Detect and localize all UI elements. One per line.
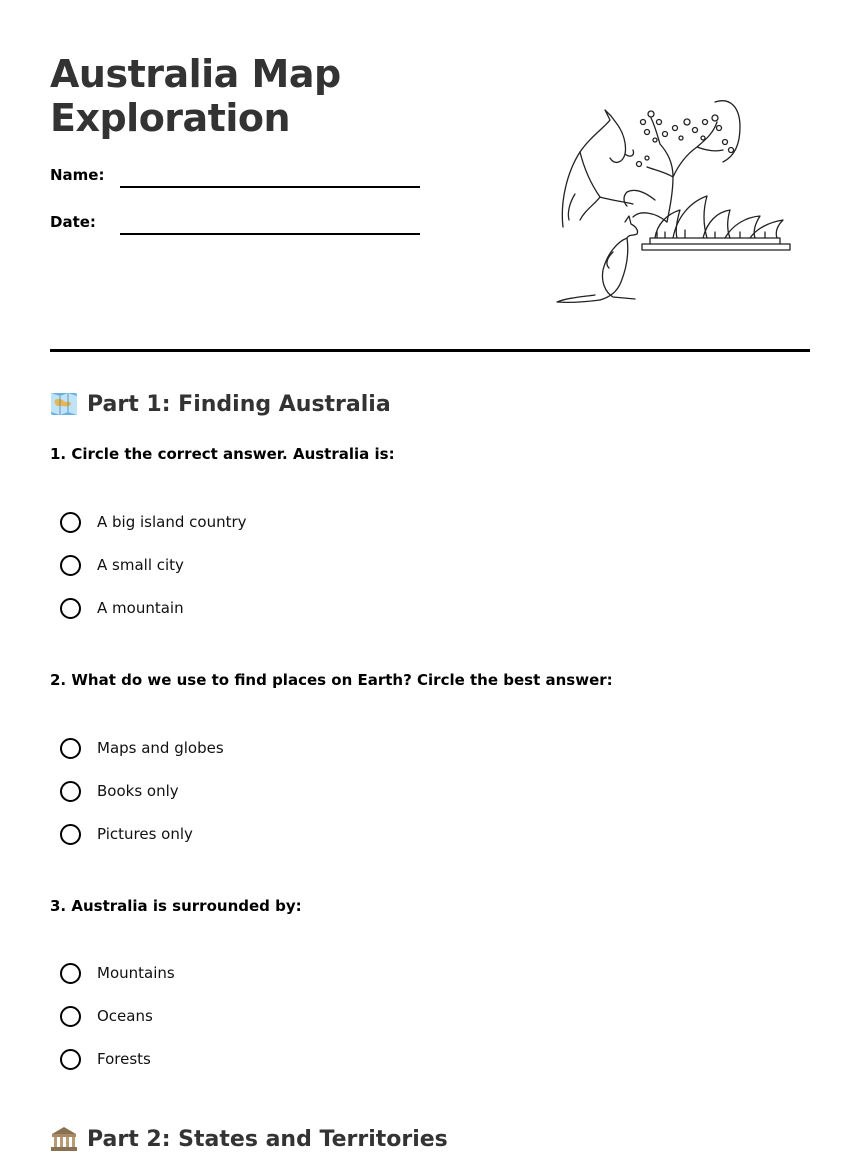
q2-option-1[interactable]	[60, 735, 224, 761]
name-underline[interactable]	[120, 186, 420, 188]
radio-circle[interactable]	[60, 1006, 81, 1027]
q1-option-1[interactable]	[60, 509, 247, 535]
radio-circle[interactable]	[60, 824, 81, 845]
date-underline[interactable]	[120, 233, 420, 235]
part1-title: Part 1: Finding Australia	[87, 391, 391, 417]
radio-circle[interactable]	[60, 963, 81, 984]
radio-circle[interactable]	[60, 1049, 81, 1070]
worksheet-title	[50, 52, 341, 140]
q3-option-1[interactable]	[60, 960, 175, 986]
radio-circle[interactable]	[60, 598, 81, 619]
part2-title: Part 2: States and Territories	[87, 1126, 448, 1152]
question-2: 2. What do we use to find places on Earth? Circle the best answer:	[50, 671, 613, 689]
opera-house-icon	[642, 196, 790, 250]
option-label: A big island country	[97, 513, 247, 531]
option-label: Pictures only	[97, 825, 193, 843]
q1-option-3[interactable]	[60, 595, 184, 621]
australia-illustration	[555, 92, 800, 307]
header-divider	[50, 349, 810, 352]
date-label: Date:	[50, 213, 96, 231]
q3-option-2[interactable]	[60, 1003, 153, 1029]
radio-circle[interactable]	[60, 738, 81, 759]
name-label: Name:	[50, 166, 105, 184]
title-line-1: Australia Map	[50, 52, 341, 96]
title-line-2: Exploration	[50, 96, 291, 140]
option-label: A mountain	[97, 599, 184, 617]
part1-heading	[50, 389, 391, 419]
q2-option-2[interactable]	[60, 778, 179, 804]
classical-building-icon	[50, 1126, 78, 1152]
part2-heading	[50, 1124, 448, 1154]
map-icon	[50, 391, 78, 417]
gum-tree-icon	[624, 101, 740, 222]
q2-option-3[interactable]	[60, 821, 193, 847]
date-field[interactable]	[50, 213, 420, 237]
radio-circle[interactable]	[60, 555, 81, 576]
question-3: 3. Australia is surrounded by:	[50, 897, 302, 915]
worksheet-page	[50, 0, 810, 1161]
kangaroo-upper-icon	[562, 110, 633, 227]
option-label: Oceans	[97, 1007, 153, 1025]
option-label: Maps and globes	[97, 739, 224, 757]
option-label: A small city	[97, 556, 184, 574]
option-label: Mountains	[97, 964, 175, 982]
radio-circle[interactable]	[60, 781, 81, 802]
option-label: Books only	[97, 782, 179, 800]
question-1: 1. Circle the correct answer. Australia is:	[50, 445, 395, 463]
name-field[interactable]	[50, 166, 420, 190]
radio-circle[interactable]	[60, 512, 81, 533]
q1-option-2[interactable]	[60, 552, 184, 578]
kangaroo-lower-icon	[557, 216, 638, 302]
option-label: Forests	[97, 1050, 151, 1068]
q3-option-3[interactable]	[60, 1046, 151, 1072]
